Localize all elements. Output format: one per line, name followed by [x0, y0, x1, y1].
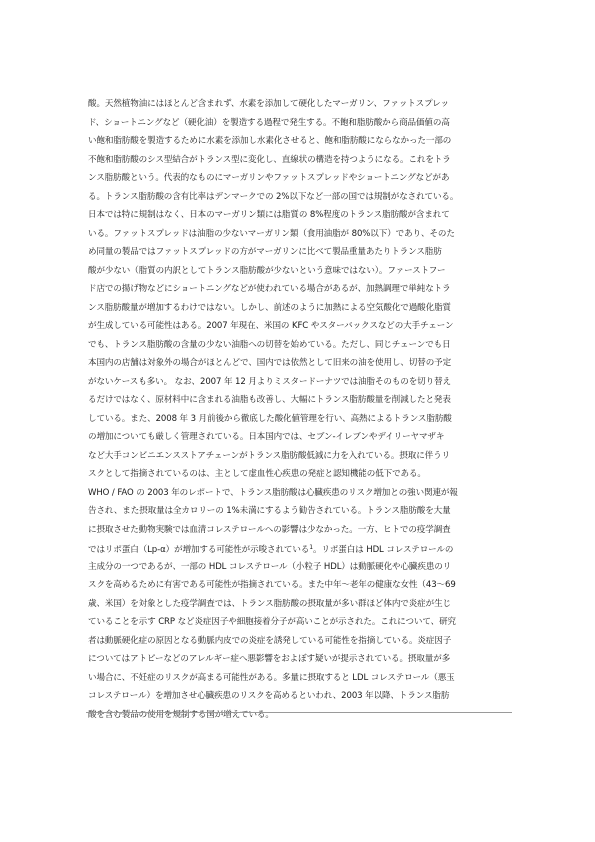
text-line: 歳、米国）を対象とした疫学調査では、トランス脂肪酸の摂取量が多い群ほど体内で炎症が生じ: [88, 598, 451, 609]
text-line: ンス脂肪酸という。代表的なものにマーガリンやファットスプレッドやショートニングなどがあ: [88, 173, 450, 183]
text-line: の増加についても厳しく管理されている。日本国内では、セブン-イレブンやデイリーヤマザキ: [88, 432, 445, 442]
text-line: るだけではなく、原材料中に含まれる油脂も改善し、大幅にトランス脂肪酸量を削減したと発表: [88, 395, 451, 405]
text-line: が生成している可能性はある。2007 年現在、米国の KFC やスターバックスなどの大手チェーン: [88, 321, 454, 331]
text-line: め同量の製品ではファットスプレッドの方がマーガリンに比べて製品重量あたりトランス脂肪: [88, 247, 442, 257]
body-text: [88, 95, 512, 724]
text-line: いる。ファットスプレッドは油脂の少ないマーガリン類（食用油脂が 80%以下）であり、そのた: [88, 228, 455, 239]
text-line: についてはアトピーなどのアレルギー症へ悪影響をおよぼす疑いが提示されている。摂取量が多: [88, 654, 451, 664]
text-line: など大手コンビニエンスストアチェーンがトランス脂肪酸低減に力を入れている。摂取に伴うリ: [88, 450, 451, 461]
text-line: スクとして指摘されているのは、主として虚血性心疾患の発症と認知機能の低下である。: [88, 469, 426, 479]
text-line: る。トランス脂肪酸の含有比率はデンマークでの 2%以下など一部の国では規制がなされている。: [88, 191, 459, 202]
text-line: している。また、2008 年 3 月前後から徹底した酸化値管理を行い、高熱によるトランス脂肪酸: [88, 413, 452, 424]
horizontal-rule: [86, 712, 512, 713]
text-line: 本国内の店舗は対象外の場合がほとんどで、国内では依然として旧来の油を使用し、切替の予定: [88, 358, 452, 368]
text-line: 日本では特に規制はなく、日本のマーガリン類には脂質の 8%程度のトランス脂肪酸が含まれて: [88, 210, 450, 220]
text-line: 者は動脈硬化症の原因となる動脈内皮での炎症を誘発している可能性を指摘している。炎症因子: [88, 635, 452, 646]
text-line: 主成分の一つであるが、一部の HDL コレステロール（小粒子 HDL）は動脈硬化や心臓疾患のリ: [88, 561, 452, 572]
text-line: に摂取させた動物実験では血清コレステロールへの影響は少なかった。一方、ヒトでの疫学調査: [88, 524, 451, 535]
text-line: い飽和脂肪酸を製造するために水素を添加し水素化させると、飽和脂肪酸にならなかった一部の: [88, 136, 452, 146]
text-line: 酸が少ない（脂質の内訳としてトランス脂肪酸が少ないという意味ではない）。ファーストフー: [88, 265, 446, 276]
text-line: がないケースも多い。 なお、2007 年 12 月よりミスタードーナツでは油脂そのものを切り替え: [88, 376, 451, 387]
text-line: 酸を含む製品の使用を規制する国が増えている。: [88, 709, 274, 720]
footnote-marker: 1: [309, 544, 313, 551]
text-line: ド、ショートニングなど（硬化油）を製造する過程で発生する。不飽和脂肪酸から商品価値の高: [88, 117, 450, 128]
text-line: でも、トランス脂肪酸の含量の少ない油脂への切替を始めている。ただし、同じチェーンでも日: [88, 339, 451, 350]
text-line: ていることを示す CRP など炎症因子や細胞接着分子が高いことが示された。これについて、研究: [88, 617, 456, 627]
text-segment: ではリポ蛋白（Lp-α）が増加する可能性が示唆されている: [88, 545, 310, 555]
text-line: スクを高めるために有害である可能性が指摘されている。また中年～老年の健康な女性（43～69: [88, 580, 456, 590]
text-line: WHO / FAO の 2003 年のレポートで、トランス脂肪酸は心臓疾患のリスク増加との強い関連が報: [88, 487, 458, 498]
text-line: 不飽和脂肪酸のシス型結合がトランス型に変化し、直線状の構造を持つようになる。これをトラ: [88, 154, 451, 165]
text-line: ド店での揚げ物などにショートニングなどが使われている場合があるが、加熱調理で単純なトラ: [88, 284, 451, 294]
text-line: 告され、また摂取量は全カロリーの 1%未満にするよう勧告されている。トランス脂肪酸を大量: [88, 506, 451, 516]
text-line: ンス脂肪酸量が増加するわけではない。しかし、前述のように加熱による空気酸化で過酸化脂質: [88, 302, 451, 313]
text-line: 酸。天然植物油にはほとんど含まれず、水素を添加して硬化したマーガリン、ファットスプレッ: [88, 99, 449, 109]
text-segment: 。リポ蛋白は HDL コレステロールの: [312, 545, 454, 555]
text-line: コレステロール）を増加させ心臓疾患のリスクを高めるといわれ、2003 年以降、トランス脂肪: [88, 691, 450, 701]
text-line: い場合に、不妊症のリスクが高まる可能性がある。多量に摂取すると LDL コレステロール（悪玉: [88, 672, 455, 683]
text-line: [88, 539, 512, 558]
